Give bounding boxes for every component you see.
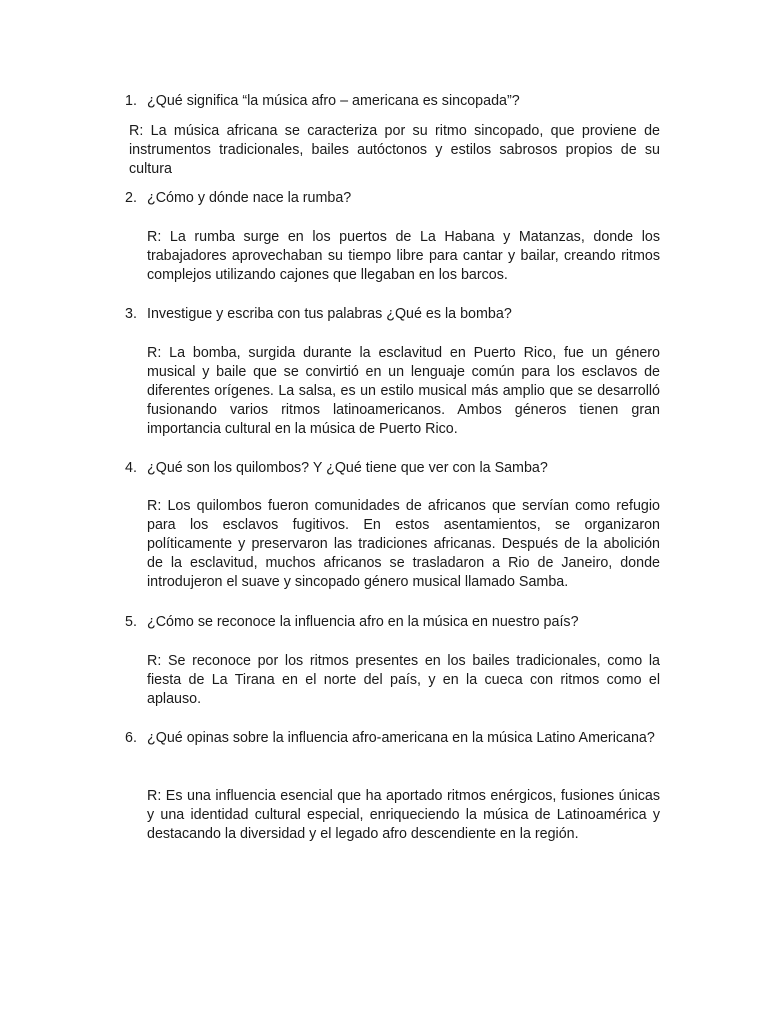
question-text: ¿Cómo y dónde nace la rumba?	[147, 190, 352, 206]
question-text: ¿Qué significa “la música afro – americana es sincopada”?	[147, 93, 520, 109]
question-number: 4.	[125, 460, 137, 476]
question-2	[125, 189, 660, 208]
question-text: ¿Qué opinas sobre la influencia afro-americana en la música Latino Americana?	[147, 730, 655, 746]
answer-4: R: Los quilombos fueron comunidades de africanos que servían como refugio para los esclavos fugitivos. En estos asentamientos, se organizaron políticamente y preservaron las tradiciones africanas. Después de la abolición de la esclavitud, muchos africanos se trasladaron a Rio de Janeiro, donde introdujeron el suave y sincopado género musical llamado Samba.	[147, 498, 660, 590]
question-text: Investigue y escriba con tus palabras ¿Qué es la bomba?	[147, 306, 512, 322]
answer-2: R: La rumba surge en los puertos de La Habana y Matanzas, donde los trabajadores aprovechaban su tiempo libre para cantar y bailar, creando ritmos complejos utilizando cajones que llegaban en los barcos.	[147, 229, 660, 283]
question-number: 6.	[125, 730, 137, 746]
question-number: 3.	[125, 306, 137, 322]
question-4	[125, 459, 660, 478]
question-text: ¿Cómo se reconoce la influencia afro en la música en nuestro país?	[147, 614, 579, 630]
question-1	[125, 92, 660, 111]
answer-3: R: La bomba, surgida durante la esclavitud en Puerto Rico, fue un género musical y baile que se convirtió en un lenguaje común para los esclavos de diferentes orígenes. La salsa, es un estilo musical más amplio que se desarrolló fusionando varios ritmos latinoamericanos. Ambos géneros tienen gran importancia cultural en la música de Puerto Rico.	[147, 345, 660, 437]
question-number: 1.	[125, 93, 137, 109]
question-5	[125, 613, 660, 632]
question-text: ¿Qué son los quilombos? Y ¿Qué tiene que ver con la Samba?	[147, 460, 548, 476]
answer-6: R: Es una influencia esencial que ha aportado ritmos enérgicos, fusiones únicas y una identidad cultural especial, enriqueciendo la música de Latinoamérica y destacando la diversidad y el legado afro descendiente en la región.	[147, 788, 660, 842]
question-3	[125, 305, 660, 324]
answer-1: R: La música africana se caracteriza por su ritmo sincopado, que proviene de instrumentos tradicionales, bailes autóctonos y estilos sabrosos propios de su cultura	[129, 123, 660, 177]
question-number: 5.	[125, 614, 137, 630]
question-6	[125, 729, 660, 748]
question-number: 2.	[125, 190, 137, 206]
answer-5: R: Se reconoce por los ritmos presentes en los bailes tradicionales, como la fiesta de La Tirana en el norte del país, y en la cueca con ritmos como el aplauso.	[147, 653, 660, 707]
